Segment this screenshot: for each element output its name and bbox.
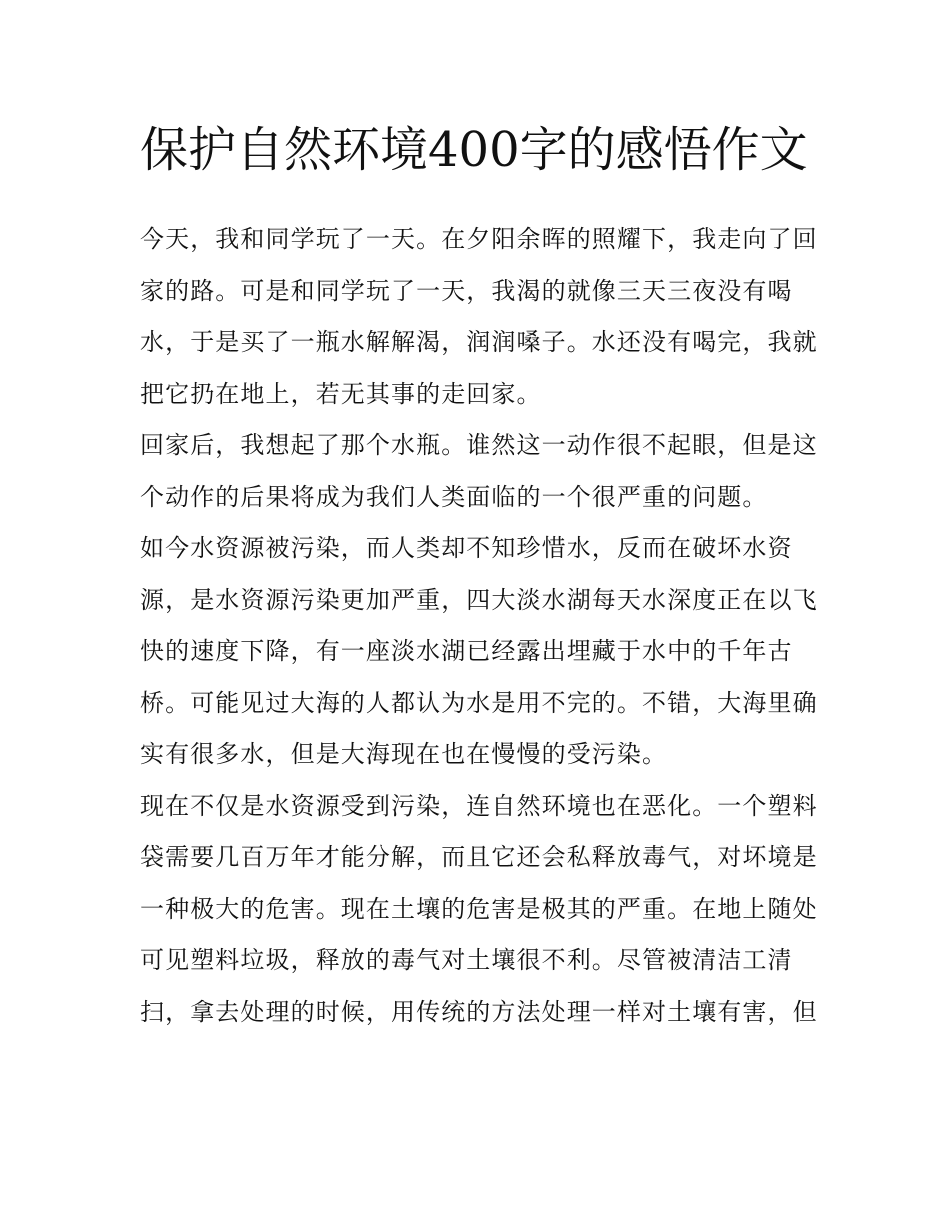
paragraph-1: 今天，我和同学玩了一天。在夕阳余晖的照耀下，我走向了回家的路。可是和同学玩了一天，我渴的就像三天三夜没有喝水，于是买了一瓶水解解渴，润润嗓子。水还没有喝完，我就把它扔在地上，若无其事的走回家。 [140,225,818,408]
paragraph-2: 回家后，我想起了那个水瓶。谁然这一动作很不起眼，但是这个动作的后果将成为我们人类面临的一个很严重的问题。 [140,431,818,511]
paragraph-3: 如今水资源被污染，而人类却不知珍惜水，反而在破坏水资源，是水资源污染更加严重，四大淡水湖每天水深度正在以飞快的速度下降，有一座淡水湖已经露出埋藏于水中的千年古桥。可能见过大海的人都认为水是用不完的。不错，大海里确实有很多水，但是大海现在也在慢慢的受污染。 [140,534,818,768]
document-body [140,112,830,1038]
paragraph-4: 现在不仅是水资源受到污染，连自然环境也在恶化。一个塑料袋需要几百万年才能分解，而且它还会私释放毒气，对坏境是一种极大的危害。现在土壤的危害是极其的严重。在地上随处可见塑料垃圾，释放的毒气对土壤很不利。尽管被清洁工清扫，拿去处理的时候，用传统的方法处理一样对土壤有害，但 [140,791,818,1026]
page-title: 保护自然环境400字的感悟作文 [140,122,808,178]
